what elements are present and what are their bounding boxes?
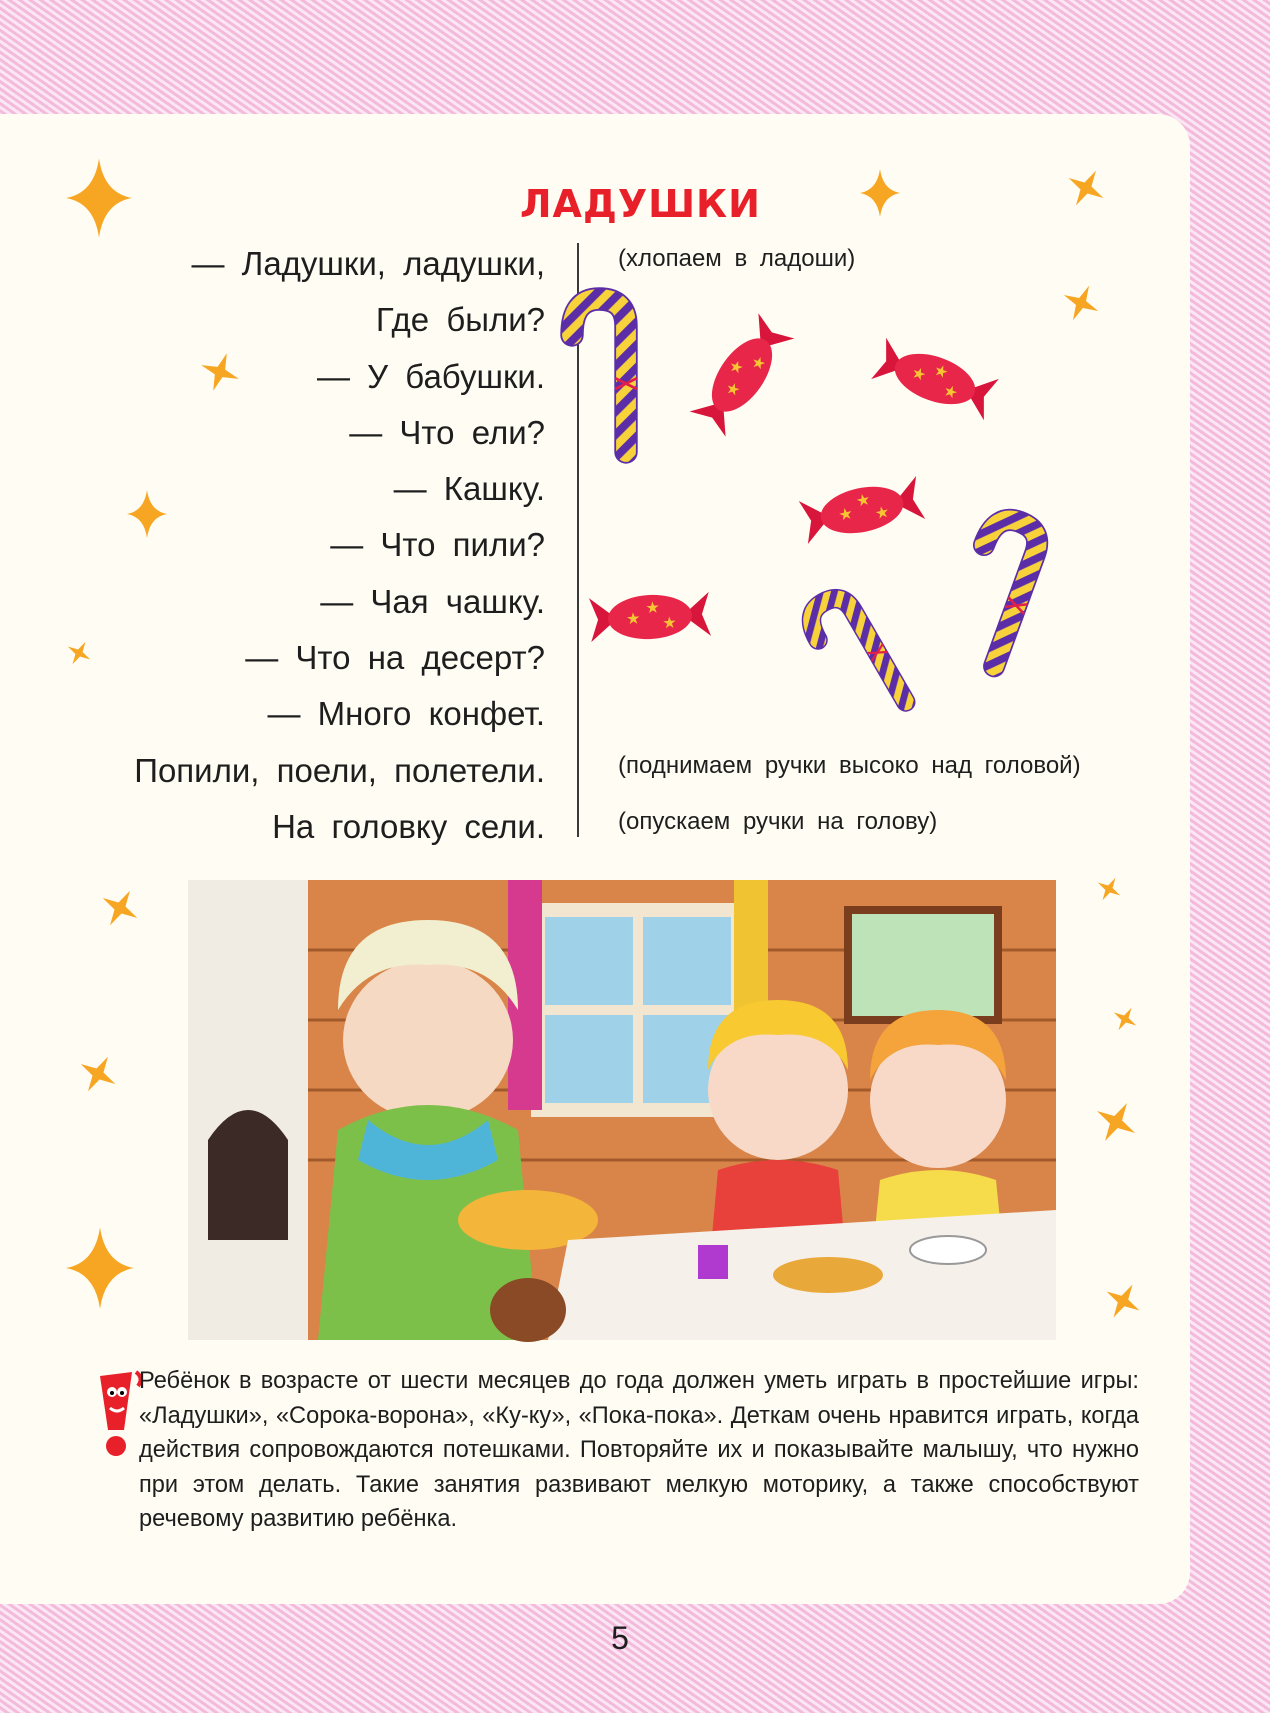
- poem-title: ЛАДУШКИ: [520, 182, 761, 226]
- poem-line: Попили, поели, полетели.: [134, 751, 545, 789]
- sparkle-star-icon: [66, 158, 132, 238]
- candies-illustration: [580, 295, 1120, 715]
- candy-cane-icon: [572, 299, 637, 452]
- candy-cane-icon: [803, 587, 914, 724]
- sparkle-star-icon: [100, 888, 140, 928]
- page-number: 5: [611, 1620, 629, 1656]
- note-raise: (поднимаем ручки высоко над головой): [618, 752, 1081, 779]
- poem-line: — Ладушки, ладушки,: [191, 245, 545, 282]
- sparkle-star-icon: [1104, 1282, 1142, 1320]
- poem-line: — Что ели?: [349, 413, 545, 451]
- poem-line: — Много конфет.: [267, 695, 545, 733]
- kitchen-illustration: [188, 880, 1056, 1340]
- sparkle-star-icon: [1094, 1100, 1138, 1144]
- poem-line: На головку сели.: [272, 807, 545, 845]
- sparkle-star-icon: [66, 1226, 134, 1310]
- wrapped-candy-icon: [871, 338, 999, 420]
- exclamation-icon: [92, 1368, 146, 1460]
- poem-line: — Что пили?: [330, 526, 545, 564]
- sparkle-star-icon: [1096, 876, 1122, 902]
- poem-line: — Чая чашку.: [320, 582, 545, 620]
- poem-line: — Кашку.: [393, 470, 545, 508]
- sparkle-star-icon: [860, 168, 900, 218]
- note-clap: (хлопаем в ладоши): [618, 245, 856, 272]
- sparkle-star-icon: [1112, 1006, 1138, 1032]
- poem-line: — У бабушки.: [317, 357, 545, 395]
- wrapped-candy-icon: [690, 313, 795, 437]
- poem-line: Где были?: [375, 301, 545, 339]
- wrapped-candy-icon: [799, 476, 926, 544]
- poem-text: [40, 236, 545, 855]
- sparkle-star-icon: [1066, 168, 1106, 208]
- wrapped-candy-icon: [589, 592, 711, 642]
- sparkle-star-icon: [78, 1054, 118, 1094]
- poem-line: — Что на десерт?: [245, 639, 545, 677]
- candy-cane-icon: [946, 513, 1053, 670]
- parent-tip-text: Ребёнок в возрасте от шести месяцев до года должен уметь играть в простейшие игры: «Ладушки», «Сорока-ворона», «Ку-ку», «Пока-пока». Деткам очень нравится играть, когда действия сопровождаются потешками. Повторяйте их и показывайте малышу, что нужно при этом делать. Такие занятия развивают мелкую моторику, а также способствуют речевому развитию ребёнка.: [139, 1368, 1139, 1533]
- note-lower: (опускаем ручки на голову): [618, 808, 938, 835]
